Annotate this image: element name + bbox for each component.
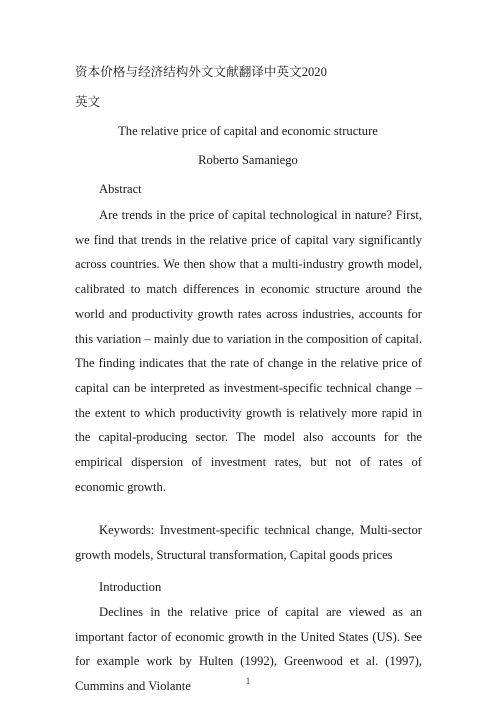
- paper-title: The relative price of capital and economic structure: [118, 124, 378, 138]
- introduction-heading: Introduction: [99, 580, 162, 594]
- document-header-title: 资本价格与经济结构外文文献翻译中英文2020: [75, 65, 327, 79]
- abstract-paragraph: Are trends in the price of capital technological in nature? First, we find that trends in the relative price of capital vary significantly across countries. We then show that a multi-industry growth model, calibrated to match differences in economic structure around the world and productivity growth rates across industries, accounts for this variation – mainly due to variation in the composition of capital. The finding indicates that the rate of change in the relative price of capital can be interpreted as investment-specific technical change – the extent to which productivity growth is relatively more rapid in the capital-producing sector. The model also accounts for the empirical dispersion of investment rates, but not of rates of economic growth.: [75, 208, 422, 494]
- paper-author: Roberto Samaniego: [198, 153, 298, 167]
- language-label: 英文: [75, 95, 101, 109]
- page-number: 1: [245, 676, 251, 686]
- keywords-paragraph: Keywords: Investment-specific technical change, Multi-sector growth models, Structural transformation, Capital goods prices: [75, 523, 422, 562]
- abstract-heading: Abstract: [99, 182, 142, 196]
- introduction-paragraph: Declines in the relative price of capital are viewed as an important factor of economic growth in the United States (US). See for example work by Hulten (1992), Greenwood et al. (1997), Cummins and Violante: [75, 605, 422, 694]
